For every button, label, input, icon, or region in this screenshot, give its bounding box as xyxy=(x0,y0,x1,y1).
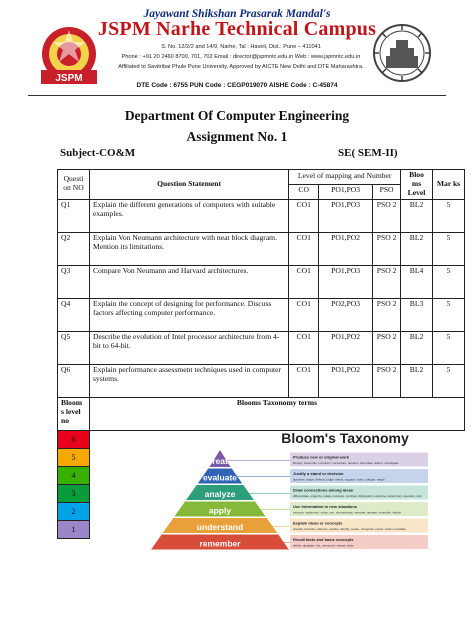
tier-description-title: Use information in new situations xyxy=(293,504,358,509)
question-number: Q5 xyxy=(58,331,90,364)
co-cell: CO1 xyxy=(289,364,319,397)
pso-cell: PSO 2 xyxy=(373,298,401,331)
tier-label-analyze: analyze xyxy=(204,489,236,499)
blooms-graphic-title: Bloom's Taxonomy xyxy=(281,430,409,446)
question-statement: Describe the evolution of Intel processor architecture from 4-bit to 64-bit. xyxy=(89,331,288,364)
marks-cell: 5 xyxy=(433,331,465,364)
tier-description-text: define, duplicate, list, memorize, repeat, state xyxy=(293,543,354,548)
institution-codes: DTE Code : 6755 PUN Code : CEGP019070 AISHE Code : C-45874 xyxy=(136,82,338,89)
tier-description-title: Justify a stand or decision xyxy=(293,471,344,476)
marks-cell: 5 xyxy=(433,298,465,331)
blooms-taxonomy-graphic xyxy=(145,428,430,552)
table-row xyxy=(58,232,465,265)
pyramid-tiers xyxy=(151,450,428,550)
tier-description-title: Draw connections among ideas xyxy=(293,487,354,493)
org-name: Jayawant Shikshan Prasarak Mandal's xyxy=(143,8,331,20)
pso-cell: PSO 2 xyxy=(373,331,401,364)
affiliation-line: Affiliated to Savitribai Phule Pune University, Approved by AICTE New Delhi and DTE Maharashtra. xyxy=(118,64,364,70)
table-row xyxy=(58,364,465,397)
question-statement: Compare Von Neumann and Harvard architectures. xyxy=(89,265,288,298)
subject-label: Subject-CO&M xyxy=(60,147,136,159)
question-statement: Explain performance assessment techniques used in computer systems. xyxy=(89,364,288,397)
table-row xyxy=(58,298,465,331)
tier-description-text: differentiate, organize, relate, compare, contrast, distinguish, examine, experiment, question, test xyxy=(293,494,422,498)
col-header-mapping: Level of mapping and Number xyxy=(289,170,401,185)
col-header-qno: Questi on NO xyxy=(58,170,90,200)
question-statement: Explain the different generations of computers with suitable examples. xyxy=(89,199,288,232)
pso-cell: PSO 2 xyxy=(373,232,401,265)
level-cell-3: 3 xyxy=(58,484,90,502)
col-header-statement: Question Statement xyxy=(89,170,288,200)
campus-name: JSPM Narhe Technical Campus xyxy=(97,18,377,40)
blooms-level-cell: BL2 xyxy=(401,232,433,265)
level-cell-1: 1 xyxy=(58,520,90,538)
po-cell: PO1,PO2 xyxy=(319,331,373,364)
semester-label: SE( SEM-II) xyxy=(338,147,398,159)
pso-cell: PSO 2 xyxy=(373,265,401,298)
assignment-title: Assignment No. 1 xyxy=(186,129,288,144)
co-cell: CO1 xyxy=(289,331,319,364)
logo-text: JSPM xyxy=(55,73,83,84)
blooms-level-cell: BL3 xyxy=(401,298,433,331)
col-header-co: CO xyxy=(289,184,319,199)
tier-description-title: Explain ideas or concepts xyxy=(293,520,343,526)
po-cell: PO1,PO3 xyxy=(319,199,373,232)
blooms-terms-head: Blooms Taxonomy terms xyxy=(89,397,464,430)
level-cell-2: 2 xyxy=(58,502,90,520)
po-cell: PO1,PO3 xyxy=(319,265,373,298)
tier-label-understand: understand xyxy=(196,522,244,532)
table-row xyxy=(58,199,465,232)
marks-cell: 5 xyxy=(433,265,465,298)
blooms-level-cell: BL2 xyxy=(401,364,433,397)
tier-label-create: create xyxy=(207,456,233,466)
co-cell: CO1 xyxy=(289,265,319,298)
address-line: S. No. 12/2/2 and 14/9, Narhe, Tal : Haveli, Dist.: Pune – 411041 xyxy=(161,44,321,50)
tier-description-title: Produce new or original work xyxy=(293,454,350,460)
co-cell: CO1 xyxy=(289,232,319,265)
contact-line: Phone : +91 20 2460 8700, 701, 702 Email : director@jspmntc.edu.in Web : www.jspmntc.edu.in xyxy=(121,54,361,60)
question-number: Q2 xyxy=(58,232,90,265)
col-header-po: PO1,PO3 xyxy=(319,184,373,199)
level-cell-4: 4 xyxy=(58,466,90,484)
blooms-level-head: Bloom s level no xyxy=(58,397,90,430)
co-cell: CO1 xyxy=(289,199,319,232)
tier-description-title: Recall facts and basic concepts xyxy=(293,537,354,542)
tier-description-text: appraise, argue, defend, judge, select, support, value, critique, weigh xyxy=(293,477,385,482)
question-statement: Explain Von Neumann architecture with neat block diagram. Mention its limitations. xyxy=(89,232,288,265)
question-number: Q1 xyxy=(58,199,90,232)
institute-seal xyxy=(372,22,432,84)
marks-cell: 5 xyxy=(433,364,465,397)
po-cell: PO1,PO2 xyxy=(319,364,373,397)
department-title: Department Of Computer Engineering xyxy=(124,108,350,123)
tier-label-remember: remember xyxy=(199,538,241,549)
tier-label-apply: apply xyxy=(208,505,232,516)
marks-cell: 5 xyxy=(433,232,465,265)
pso-cell: PSO 2 xyxy=(373,364,401,397)
question-number: Q4 xyxy=(58,298,90,331)
question-statement: Explain the concept of designing for performance. Discuss factors affecting computer performance. xyxy=(89,298,288,331)
level-cell-6: 6 xyxy=(58,430,90,448)
col-header-marks: Mar ks xyxy=(433,170,465,200)
blooms-level-cell: BL4 xyxy=(401,265,433,298)
col-header-blooms: Bloo ms Level xyxy=(401,170,433,200)
question-number: Q3 xyxy=(58,265,90,298)
question-number: Q6 xyxy=(58,364,90,397)
tier-description-text: classify, describe, discuss, explain, identify, locate, recognize, report, select, translate xyxy=(293,527,406,531)
header-divider xyxy=(28,95,446,96)
tier-label-evaluate: evaluate xyxy=(202,472,238,483)
col-header-pso: PSO xyxy=(373,184,401,199)
po-cell: PO1,PO2 xyxy=(319,232,373,265)
po-cell: PO2,PO3 xyxy=(319,298,373,331)
pso-cell: PSO 2 xyxy=(373,199,401,232)
table-row xyxy=(58,265,465,298)
tier-description-text: execute, implement, solve, use, demonstrate, interpret, operate, schedule, sketch xyxy=(293,510,402,515)
level-cell-5: 5 xyxy=(58,448,90,466)
blooms-level-cell: BL2 xyxy=(401,199,433,232)
co-cell: CO1 xyxy=(289,298,319,331)
blooms-level-cell: BL2 xyxy=(401,331,433,364)
marks-cell: 5 xyxy=(433,199,465,232)
tier-description-text: Design, assemble, construct, conjecture, develop, formulate, author, investigate xyxy=(293,461,399,465)
table-row xyxy=(58,331,465,364)
